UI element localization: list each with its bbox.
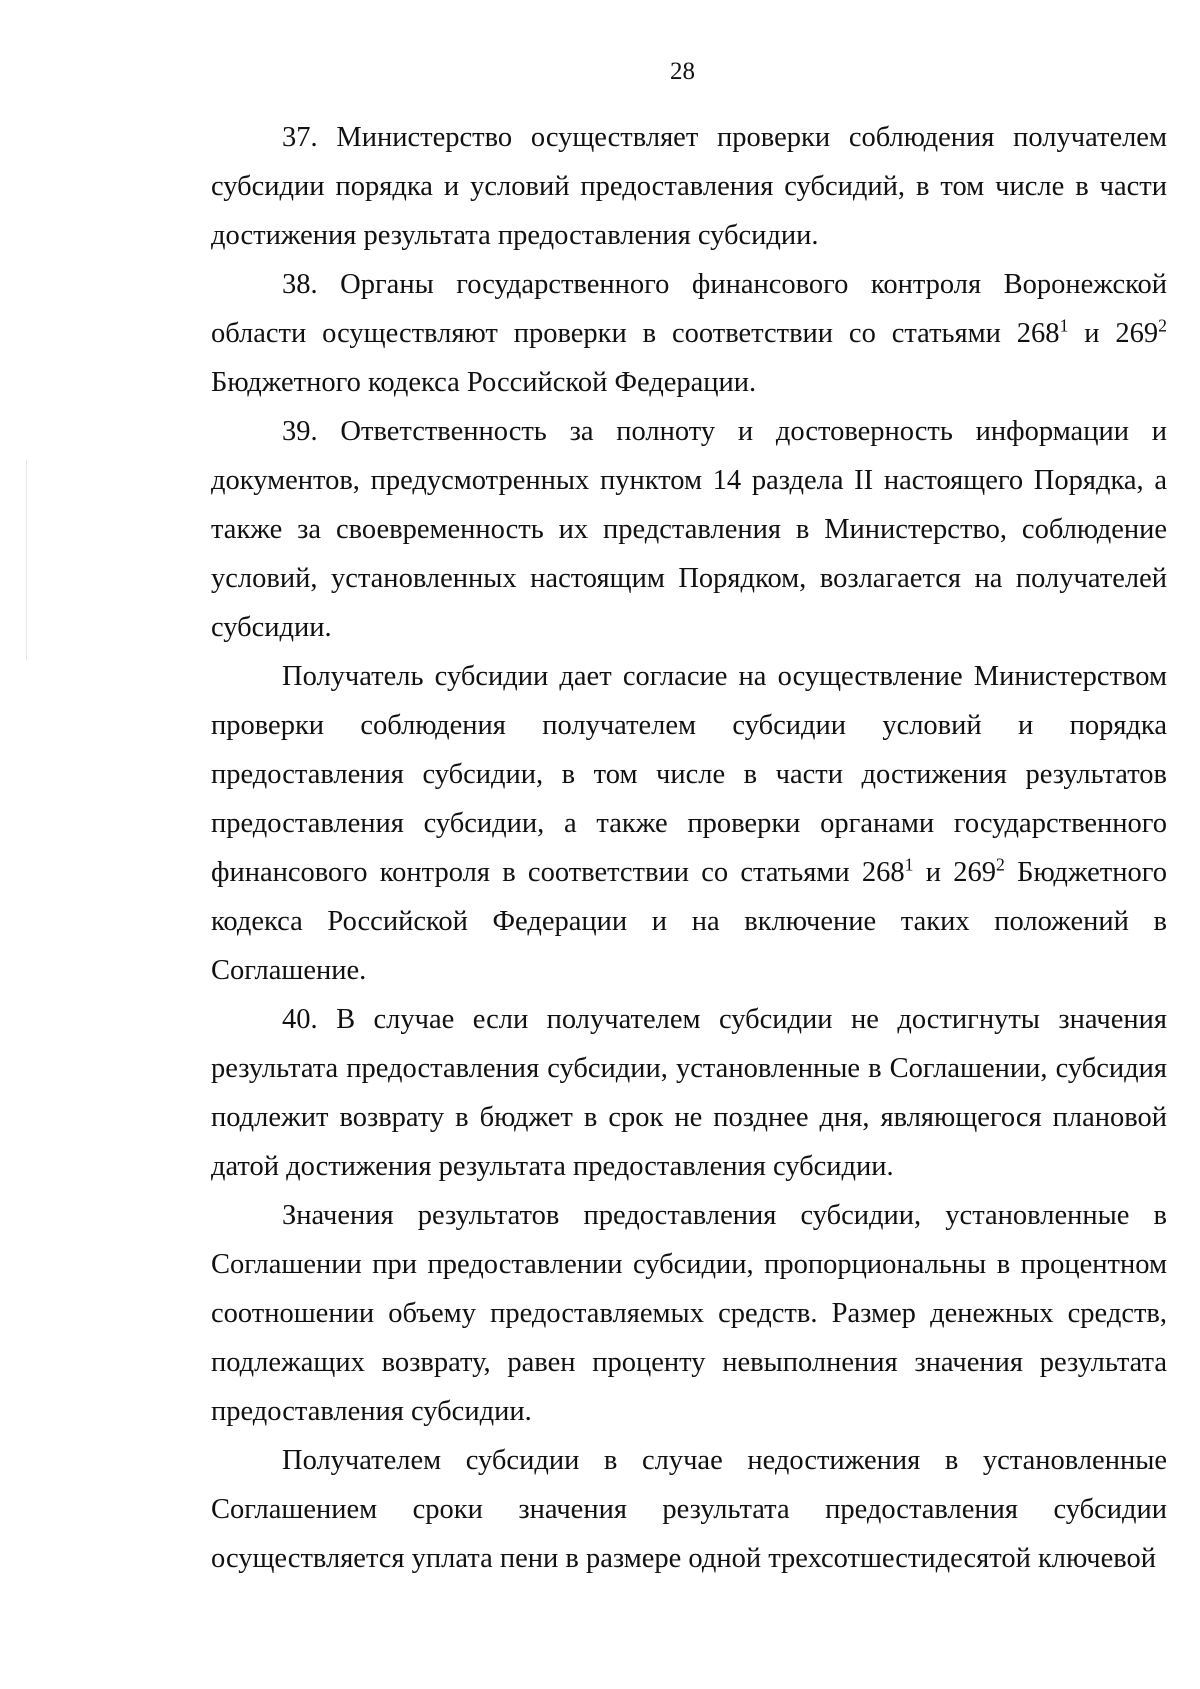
text-run: 38. Органы государственного финансового контроля Воронежской области осуществляют проверки в соответствии со статьями 268 bbox=[211, 269, 1167, 349]
superscript-index: 1 bbox=[1059, 315, 1069, 336]
text-run: Бюджетного кодекса Российской Федерации. bbox=[211, 367, 757, 398]
superscript-index: 2 bbox=[1158, 315, 1167, 336]
text-run: 37. Министерство осуществляет проверки соблюдения получателем субсидии порядка и условий предоставления субсидий, в том числе в части достижения результата предоставления субсидии. bbox=[211, 122, 1167, 251]
document-body bbox=[211, 113, 1167, 1583]
paragraph-38 bbox=[211, 260, 1167, 407]
text-run: Получателем субсидии в случае недостижения в установленные Соглашением сроки значения результата предоставления субсидии осуществляется уплата пени в размере одной трехсотшестидесятой ключевой bbox=[211, 1445, 1167, 1574]
paragraph-40-penalty bbox=[211, 1436, 1167, 1583]
text-run: Значения результатов предоставления субсидии, установленные в Соглашении при предоставлении субсидии, пропорциональны в процентном соотношении объему предоставляемых средств. Размер денежных средств, подлежащих возврату, равен проценту невыполнения значения результата предоставления субсидии. bbox=[211, 1200, 1167, 1427]
text-run: 39. Ответственность за полноту и достоверность информации и документов, предусмотренных пунктом 14 раздела II настоящего Порядка, а также за своевременность их представления в Министерство, соблюдение условий, установленных настоящим Порядком, возлагается на получателей субсидии. bbox=[211, 416, 1167, 643]
superscript-index: 2 bbox=[996, 854, 1005, 875]
paragraph-39 bbox=[211, 407, 1167, 652]
superscript-index: 1 bbox=[904, 854, 914, 875]
page-number: 28 bbox=[670, 58, 695, 85]
paragraph-39-consent bbox=[211, 652, 1167, 995]
paragraph-40-values bbox=[211, 1191, 1167, 1436]
text-run: 40. В случае если получателем субсидии не достигнуты значения результата предоставления субсидии, установленные в Соглашении, субсидия подлежит возврату в бюджет в срок не позднее дня, являющегося плановой датой достижения результата предоставления субсидии. bbox=[211, 1004, 1167, 1182]
text-run: Бюджетного кодекса Российской Федерации и на включение таких положений в Соглашение. bbox=[211, 857, 1167, 986]
text-run: и 269 bbox=[913, 857, 997, 888]
paragraph-40 bbox=[211, 995, 1167, 1191]
text-run: и 269 bbox=[1068, 318, 1159, 349]
text-run: Получатель субсидии дает согласие на осуществление Министерством проверки соблюдения получателем субсидии условий и порядка предоставления субсидии, в том числе в части достижения результатов предоставления субсидии, а также проверки органами государственного финансового контроля в соответствии со статьями 268 bbox=[211, 661, 1167, 888]
scan-edge-mark bbox=[26, 460, 27, 660]
paragraph-37 bbox=[211, 113, 1167, 260]
